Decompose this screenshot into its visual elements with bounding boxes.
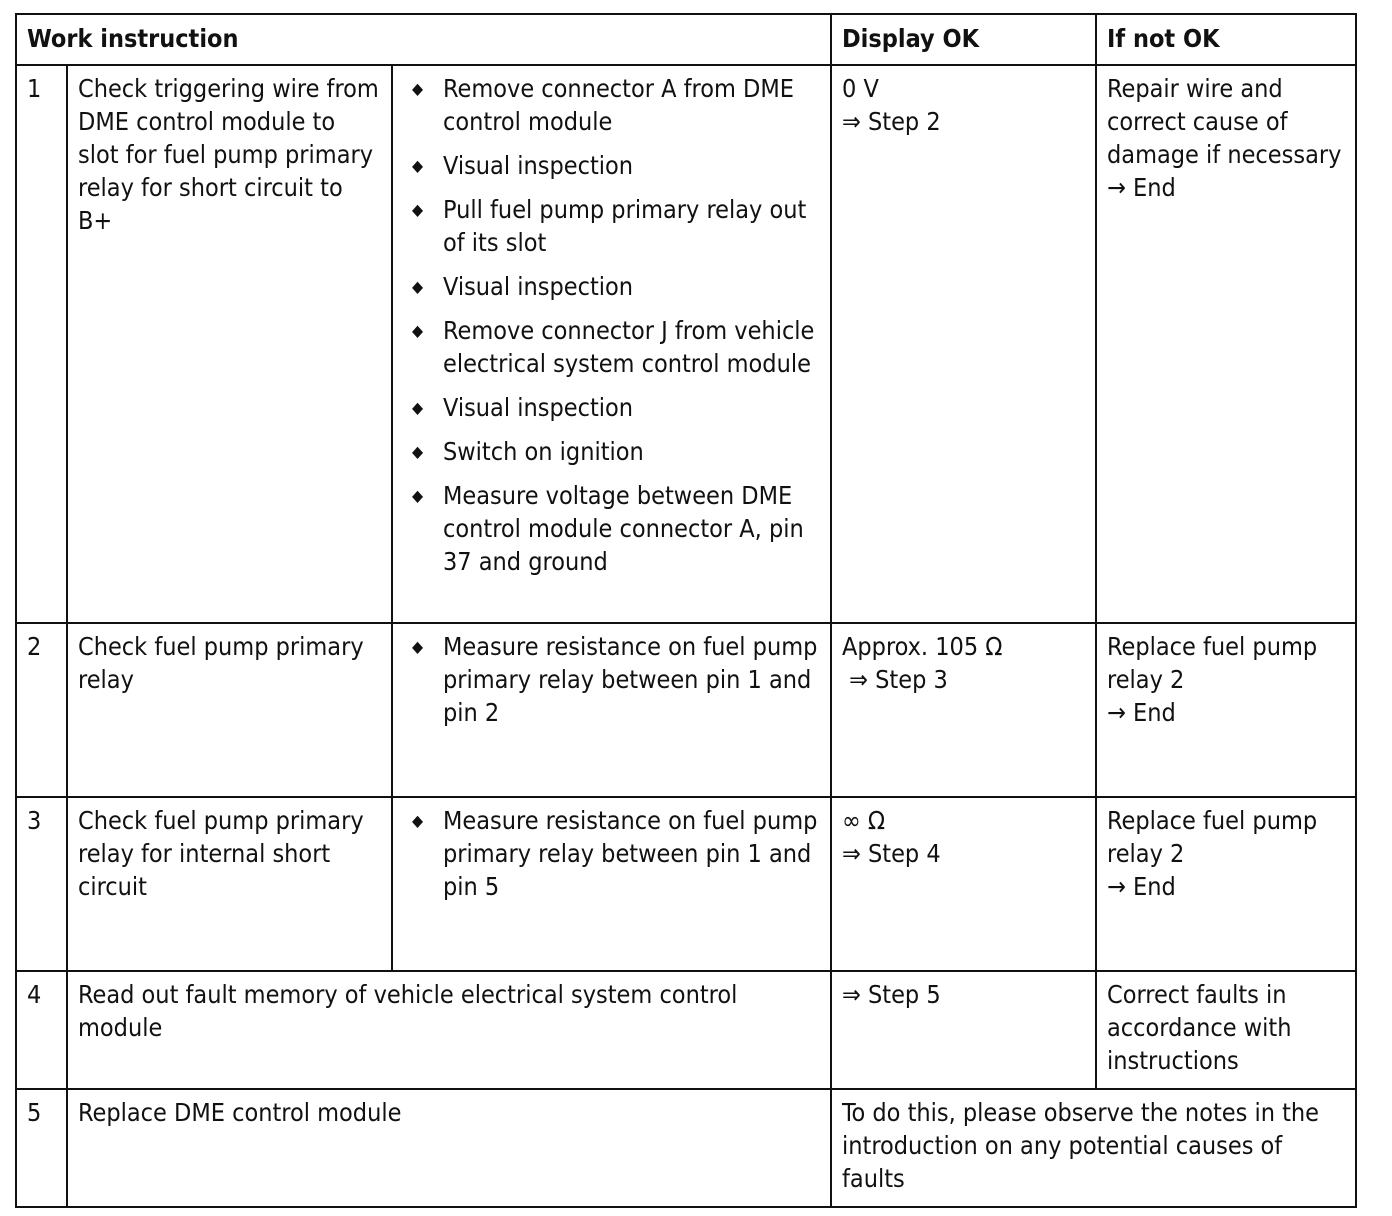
action-text: Remove connector A from DME control module: [443, 74, 794, 136]
display-ok-value: ∞ Ω: [842, 806, 886, 835]
table-row: [16, 797, 1356, 971]
display-ok-cell: [831, 797, 1096, 971]
list-item: [403, 149, 821, 182]
work-instruction-table: [15, 13, 1357, 1208]
step-check: Check triggering wire from DME control module to slot for fuel pump primary relay for short circuit to B+: [67, 65, 392, 623]
if-not-ok-cell: [1096, 971, 1356, 1089]
action-text: Pull fuel pump primary relay out of its slot: [443, 195, 807, 257]
step-number: 3: [16, 797, 67, 971]
step-actions: [392, 65, 831, 623]
diamond-bullet-icon: ◆: [412, 442, 424, 461]
list-item: [403, 314, 821, 380]
step-instruction: Read out fault memory of vehicle electrical system control module: [67, 971, 831, 1089]
diamond-bullet-icon: ◆: [412, 200, 424, 219]
diamond-bullet-icon: ◆: [412, 637, 424, 656]
list-item: [403, 804, 821, 903]
diamond-bullet-icon: ◆: [412, 321, 424, 340]
display-ok-cell: [831, 65, 1096, 623]
diamond-bullet-icon: ◆: [412, 277, 424, 296]
list-item: [403, 630, 821, 729]
display-ok-next-step: ⇒ Step 2: [842, 107, 941, 136]
work-instruction-sheet: [15, 13, 1355, 1208]
diamond-bullet-icon: ◆: [412, 79, 424, 98]
display-ok-value: 0 V: [842, 74, 879, 103]
step-check: Check fuel pump primary relay: [67, 623, 392, 797]
step-instruction: Replace DME control module: [67, 1089, 831, 1207]
action-list: [403, 630, 821, 729]
if-not-ok-cell: [1096, 65, 1356, 623]
header-work-instruction: Work instruction: [16, 14, 831, 65]
header-display-ok: Display OK: [831, 14, 1096, 65]
action-text: Remove connector J from vehicle electrical system control module: [443, 316, 815, 378]
if-not-ok-action: Correct faults in accordance with instructions: [1107, 980, 1292, 1075]
if-not-ok-next: → End: [1107, 872, 1176, 901]
table-row: [16, 971, 1356, 1089]
table-header-row: [16, 14, 1356, 65]
if-not-ok-action: Replace fuel pump relay 2: [1107, 632, 1318, 694]
step-number: 4: [16, 971, 67, 1089]
list-item: [403, 72, 821, 138]
list-item: [403, 391, 821, 424]
diamond-bullet-icon: ◆: [412, 486, 424, 505]
step-check: Check fuel pump primary relay for internal short circuit: [67, 797, 392, 971]
if-not-ok-next: → End: [1107, 698, 1176, 727]
diamond-bullet-icon: ◆: [412, 156, 424, 175]
display-ok-cell: [831, 623, 1096, 797]
list-item: [403, 193, 821, 259]
list-item: [403, 435, 821, 468]
table-row: [16, 65, 1356, 623]
action-text: Measure voltage between DME control module connector A, pin 37 and ground: [443, 481, 804, 576]
if-not-ok-next: → End: [1107, 173, 1176, 202]
if-not-ok-action: Replace fuel pump relay 2: [1107, 806, 1318, 868]
step-note: To do this, please observe the notes in the introduction on any potential causes of faults: [831, 1089, 1356, 1207]
display-ok-cell: [831, 971, 1096, 1089]
list-item: [403, 270, 821, 303]
action-list: [403, 72, 821, 578]
display-ok-next-step: ⇒ Step 5: [842, 980, 941, 1009]
step-actions: [392, 623, 831, 797]
action-text: Visual inspection: [443, 272, 634, 301]
if-not-ok-cell: [1096, 623, 1356, 797]
action-list: [403, 804, 821, 903]
action-text: Switch on ignition: [443, 437, 644, 466]
if-not-ok-action: Repair wire and correct cause of damage if necessary: [1107, 74, 1342, 169]
step-actions: [392, 797, 831, 971]
step-number: 5: [16, 1089, 67, 1207]
action-text: Measure resistance on fuel pump primary relay between pin 1 and pin 2: [443, 632, 818, 727]
action-text: Visual inspection: [443, 151, 634, 180]
table-row: [16, 1089, 1356, 1207]
display-ok-next-step: ⇒ Step 3: [842, 665, 948, 694]
display-ok-next-step: ⇒ Step 4: [842, 839, 941, 868]
list-item: [403, 479, 821, 578]
action-text: Visual inspection: [443, 393, 634, 422]
display-ok-value: Approx. 105 Ω: [842, 632, 1003, 661]
diamond-bullet-icon: ◆: [412, 398, 424, 417]
table-row: [16, 623, 1356, 797]
step-number: 2: [16, 623, 67, 797]
if-not-ok-cell: [1096, 797, 1356, 971]
diamond-bullet-icon: ◆: [412, 811, 424, 830]
action-text: Measure resistance on fuel pump primary relay between pin 1 and pin 5: [443, 806, 818, 901]
header-if-not-ok: If not OK: [1096, 14, 1356, 65]
step-number: 1: [16, 65, 67, 623]
